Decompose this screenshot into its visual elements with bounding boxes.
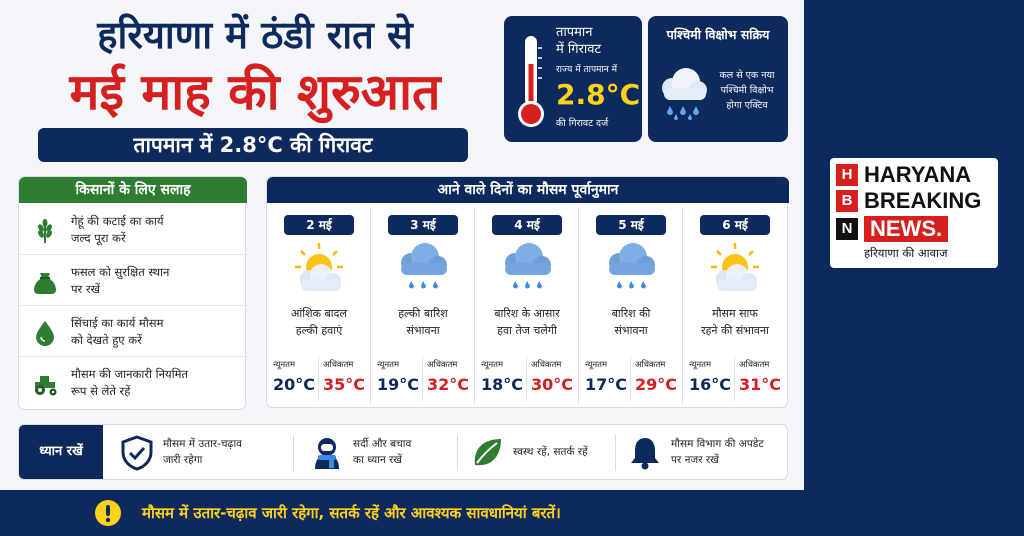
keep-in-mind-separator [457,435,458,471]
wd-card-text [708,68,786,113]
farmers-advice-line1: सिंचाई का कार्य मौसम [71,316,164,330]
forecast-date: 4 मई [492,215,562,235]
bottom-banner-text: मौसम में उतार-चढ़ाव जारी रहेगा, सतर्क रहें और आवश्यक सावधानियां बरतें। [142,504,561,522]
min-temp: 17°C [585,375,628,394]
max-label: अधिकतम [323,360,354,370]
keep-in-mind-line1: मौसम विभाग की अपडेट [671,438,764,450]
min-label: न्यूनतम [689,360,712,370]
farmers-advice-line1: मौसम की जानकारी नियमित [71,367,189,381]
leaf-icon [469,435,505,471]
min-label: न्यूनतम [585,360,608,370]
keep-in-mind-text [163,436,242,468]
forecast-description [477,305,577,339]
person-scarf-icon [309,435,345,471]
western-disturbance-card [648,16,788,142]
keep-in-mind-separator [293,435,294,471]
max-temp: 31°C [739,375,782,394]
farmers-advice-heading: किसानों के लिए सलाह [19,177,247,203]
logo-letter-b: B [836,190,858,212]
max-temp: 32°C [427,375,470,394]
wheat-icon [31,218,59,244]
logo-tagline: हरियाणा की आवाज [864,246,948,260]
forecast-day [371,207,475,405]
temp-card-note: की गिरावट दर्ज [556,118,609,129]
keep-in-mind-text [353,436,411,468]
farmers-advice-line2: को देखते हुए करें [71,333,142,347]
forecast-desc-line2: संभावना [614,324,648,337]
keep-in-mind-separator [615,435,616,471]
rain-cloud-icon [495,241,559,295]
farmers-advice-line1: गेहूं की कटाई का कार्य [71,214,164,228]
wd-card-title: पश्चिमी विक्षोभ सक्रिय [666,27,770,42]
max-label: अधिकतम [635,360,666,370]
max-label: अधिकतम [531,360,562,370]
forecast-desc-line1: मौसम साफ [712,307,758,320]
max-label: अधिकतम [427,360,458,370]
keep-in-mind-text [671,436,764,468]
forecast-day [579,207,683,405]
wd-text-line1: कल से एक नया [719,70,775,81]
keep-in-mind-line2: पर नजर रखें [671,454,719,466]
forecast-description [269,305,369,339]
temp-card-title [556,24,601,58]
temp-card-title-line1: तापमान [556,25,593,40]
farmers-advice-line2: रूप से लेते रहें [71,384,131,398]
forecast-heading: आने वाले दिनों का मौसम पूर्वानुमान [267,177,789,203]
temp-card-subtitle: राज्य में तापमान में [556,65,618,75]
headline-line2: मई माह की शुरुआत [69,63,441,121]
temp-card-value: 2.8°C [556,78,641,111]
min-temp: 19°C [377,375,420,394]
min-temp: 16°C [689,375,732,394]
forecast-description [685,305,785,339]
farmers-advice-line1: फसल को सुरक्षित स्थान [71,265,170,279]
farmers-advice-item [19,358,247,408]
farmers-advice-item [19,256,247,306]
forecast-date: 3 मई [388,215,458,235]
forecast-day [267,207,371,405]
farmers-advice-line2: पर रखें [71,282,101,296]
temp-card-title-line2: में गिरावट [556,42,602,57]
forecast-desc-line1: बारिश के आसार [494,307,560,320]
min-temp: 20°C [273,375,316,394]
min-label: न्यूनतम [377,360,400,370]
farmers-advice-line2: जल्द पूरा करें [71,231,126,245]
warning-icon [94,499,122,527]
farmers-advice-text [71,264,241,298]
forecast-date: 6 मई [700,215,770,235]
keep-in-mind-line1: मौसम में उतार-चढ़ाव [163,438,243,450]
logo-letter-n: N [836,218,858,240]
forecast-desc-line2: रहने की संभावना [701,324,769,337]
haryana-breaking-news-logo [830,158,998,268]
keep-in-mind-strip [18,424,788,480]
keep-in-mind-line2: जारी रहेगा [163,454,203,466]
headline-subtitle: तापमान में 2.8°C की गिरावट [38,128,468,162]
wd-text-line3: होगा एक्टिव [726,100,768,111]
min-label: न्यूनतम [481,360,504,370]
farmers-advice-text [71,213,241,247]
forecast-date: 5 मई [596,215,666,235]
temp-separator [630,357,631,401]
forecast-desc-line2: संभावना [406,324,440,337]
logo-letter-h: H [836,164,858,186]
wd-text-line2: पश्चिमी विक्षोभ [720,85,774,96]
min-label: न्यूनतम [273,360,296,370]
logo-word-haryana: HARYANA [864,162,972,187]
tractor-icon [31,371,59,397]
rain-cloud-icon [391,241,455,295]
headline-line1: हरियाणा में ठंडी रात से [97,13,413,57]
keep-in-mind-badge: ध्यान रखें [19,425,103,479]
forecast-description [373,305,473,339]
forecast-desc-line2: हल्की हवाएं [295,324,343,337]
forecast-desc-line2: हवा तेज चलेगी [497,324,557,337]
temp-separator [526,357,527,401]
temp-separator [422,357,423,401]
max-temp: 35°C [323,375,366,394]
logo-word-breaking: BREAKING [864,188,982,213]
forecast-day [475,207,579,405]
forecast-date: 2 मई [284,215,354,235]
farmers-advice-text [71,366,241,400]
grain-sack-icon [31,269,59,295]
forecast-box [266,176,788,408]
forecast-day [683,207,787,405]
rain-cloud-icon [599,241,663,295]
logo-word-news: NEWS. [864,216,948,242]
max-label: अधिकतम [739,360,770,370]
farmers-advice-item [19,307,247,357]
shield-check-icon [119,435,155,471]
farmers-advice-box [18,176,246,410]
partly-cloudy-icon [703,241,767,295]
farmers-advice-text [71,315,241,349]
max-temp: 30°C [531,375,574,394]
right-background [804,0,1024,536]
thermometer-icon [516,34,546,130]
partly-cloudy-icon [287,241,351,295]
min-temp: 18°C [481,375,524,394]
keep-in-mind-line1: स्वस्थ रहें, सतर्क रहें [513,446,588,458]
rain-cloud-icon [656,64,708,122]
max-temp: 29°C [635,375,678,394]
temp-separator [734,357,735,401]
keep-in-mind-line2: का ध्यान रखें [353,454,402,466]
forecast-desc-line1: आंशिक बादल [291,307,347,320]
farmers-advice-item [19,205,247,255]
bottom-banner [0,490,804,536]
forecast-desc-line1: बारिश की [611,307,651,320]
keep-in-mind-line1: सर्दी और बचाव [353,438,412,450]
keep-in-mind-text [513,444,588,460]
water-drop-icon [31,320,59,346]
forecast-desc-line1: हल्की बारिश [398,307,448,320]
forecast-description [581,305,681,339]
temperature-drop-card [504,16,642,142]
bell-icon [627,435,663,471]
temp-separator [318,357,319,401]
